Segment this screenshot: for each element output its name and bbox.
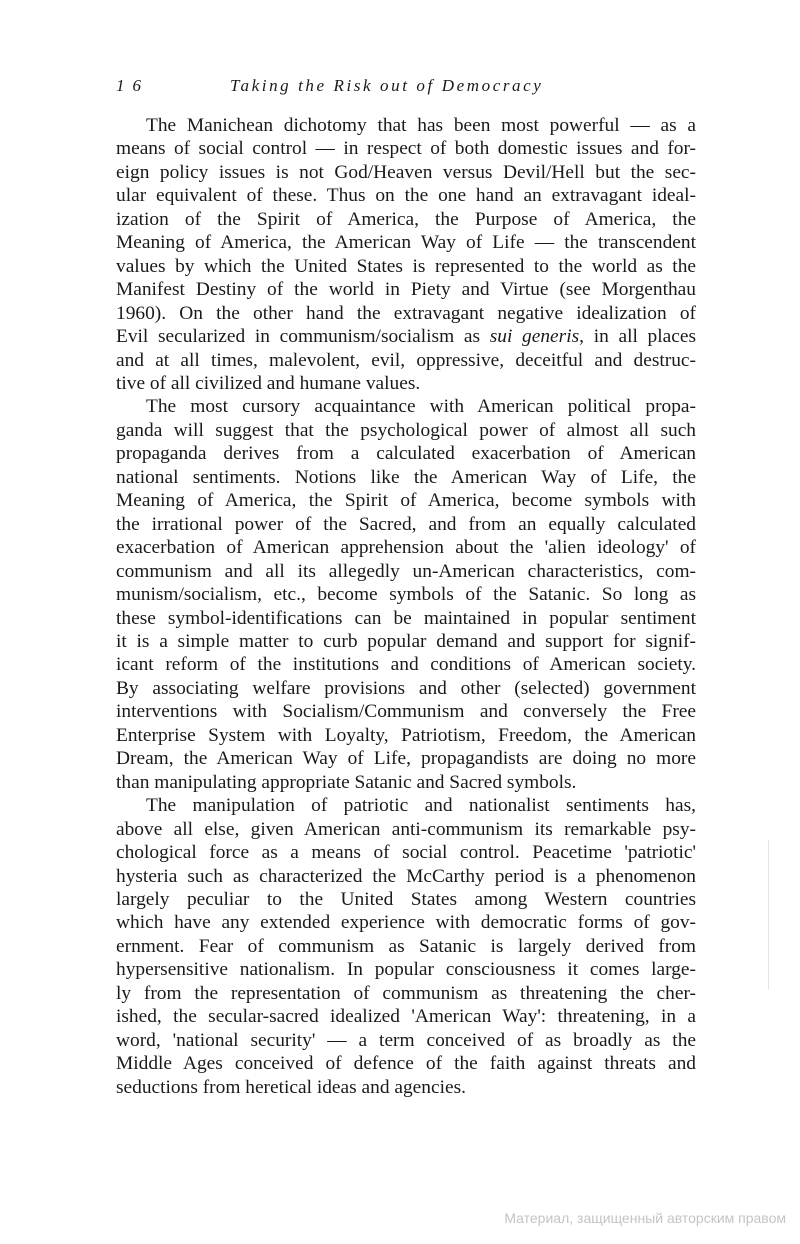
text-line: interventions with Socialism/Communism and conversely the Free (116, 701, 696, 723)
text-line: hysteria such as characterized the McCarthy period is a phenomenon (116, 865, 696, 887)
text-line: ly from the representation of communism as threatening the cher- (116, 982, 696, 1004)
copyright-watermark: Материал, защищенный авторским правом (504, 1210, 786, 1226)
body-text (116, 114, 696, 1099)
margin-scan-mark (768, 840, 769, 990)
text-line: The Manichean dichotomy that has been most powerful — as a (146, 115, 696, 136)
text-line: tive of all civilized and humane values. (116, 372, 421, 394)
text-line: ished, the secular-sacred idealized 'American Way': threatening, in a (116, 1006, 696, 1028)
text-line: By associating welfare provisions and other (selected) government (116, 677, 696, 699)
text-line: ernment. Fear of communism as Satanic is largely derived from (116, 935, 696, 957)
paragraph-1 (116, 114, 696, 395)
text-line: Enterprise System with Loyalty, Patriotism, Freedom, the American (116, 724, 696, 746)
running-head (116, 76, 696, 104)
latin-phrase: sui generis (489, 326, 580, 348)
text-line: exacerbation of American apprehension about the 'alien ideology' of (116, 537, 696, 559)
text-line: ization of the Spirit of America, the Purpose of America, the (116, 208, 696, 230)
running-title: Taking the Risk out of Democracy (230, 76, 544, 95)
text-line: largely peculiar to the United States among Western countries (116, 888, 696, 910)
text-line: Manifest Destiny of the world in Piety and Virtue (see Morgenthau (116, 279, 696, 301)
text-line: values by which the United States is represented to the world as the (116, 255, 696, 277)
text-line: means of social control — in respect of both domestic issues and for- (116, 138, 696, 160)
text-line: ganda will suggest that the psychological power of almost all such (116, 419, 696, 441)
text-line: munism/socialism, etc., become symbols of the Satanic. So long as (116, 584, 696, 606)
text-line: Dream, the American Way of Life, propagandists are doing no more (116, 748, 696, 770)
text-line: these symbol-identifications can be maintained in popular sentiment (116, 607, 696, 629)
text-line: Evil secularized in communism/socialism as sui generis, in all places (116, 326, 697, 348)
text-line: ular equivalent of these. Thus on the one hand an extravagant ideal- (116, 185, 696, 207)
text-line: The most cursory acquaintance with American political propa- (146, 396, 696, 418)
text-line: communism and all its allegedly un-American characteristics, com- (116, 560, 696, 582)
text-line: Middle Ages conceived of defence of the faith against threats and (116, 1053, 696, 1075)
text-line: Meaning of America, the American Way of Life — the transcendent (116, 232, 696, 254)
text-line: word, 'national security' — a term conceived of as broadly as the (116, 1029, 696, 1051)
text-line: than manipulating appropriate Satanic and Sacred symbols. (116, 771, 577, 793)
text-line: national sentiments. Notions like the American Way of Life, the (116, 466, 696, 488)
text-line: and at all times, malevolent, evil, oppressive, deceitful and destruc- (116, 349, 696, 371)
paragraph-2 (116, 395, 696, 794)
text-line: the irrational power of the Sacred, and from an equally calculated (116, 513, 696, 535)
text-line: it is a simple matter to curb popular demand and support for signif- (116, 630, 696, 652)
text-line: above all else, given American anti-communism its remarkable psy- (116, 818, 696, 840)
text-line: which have any extended experience with democratic forms of gov- (116, 912, 696, 934)
text-line: propaganda derives from a calculated exacerbation of American (116, 443, 696, 465)
text-line: seductions from heretical ideas and agencies. (116, 1076, 466, 1098)
text-line: Meaning of America, the Spirit of America, become symbols with (116, 490, 696, 512)
text-line: The manipulation of patriotic and nationalist sentiments has, (146, 795, 696, 817)
text-line: 1960). On the other hand the extravagant negative idealization of (116, 302, 696, 324)
text-line: chological force as a means of social control. Peacetime 'patriotic' (116, 842, 696, 864)
page-number: 16 (116, 76, 149, 95)
paragraph-3 (116, 794, 696, 1099)
text-line: icant reform of the institutions and conditions of American society. (116, 654, 696, 676)
text-line: eign policy issues is not God/Heaven versus Devil/Hell but the sec- (116, 161, 696, 183)
text-line: hypersensitive nationalism. In popular consciousness it comes large- (116, 959, 696, 981)
